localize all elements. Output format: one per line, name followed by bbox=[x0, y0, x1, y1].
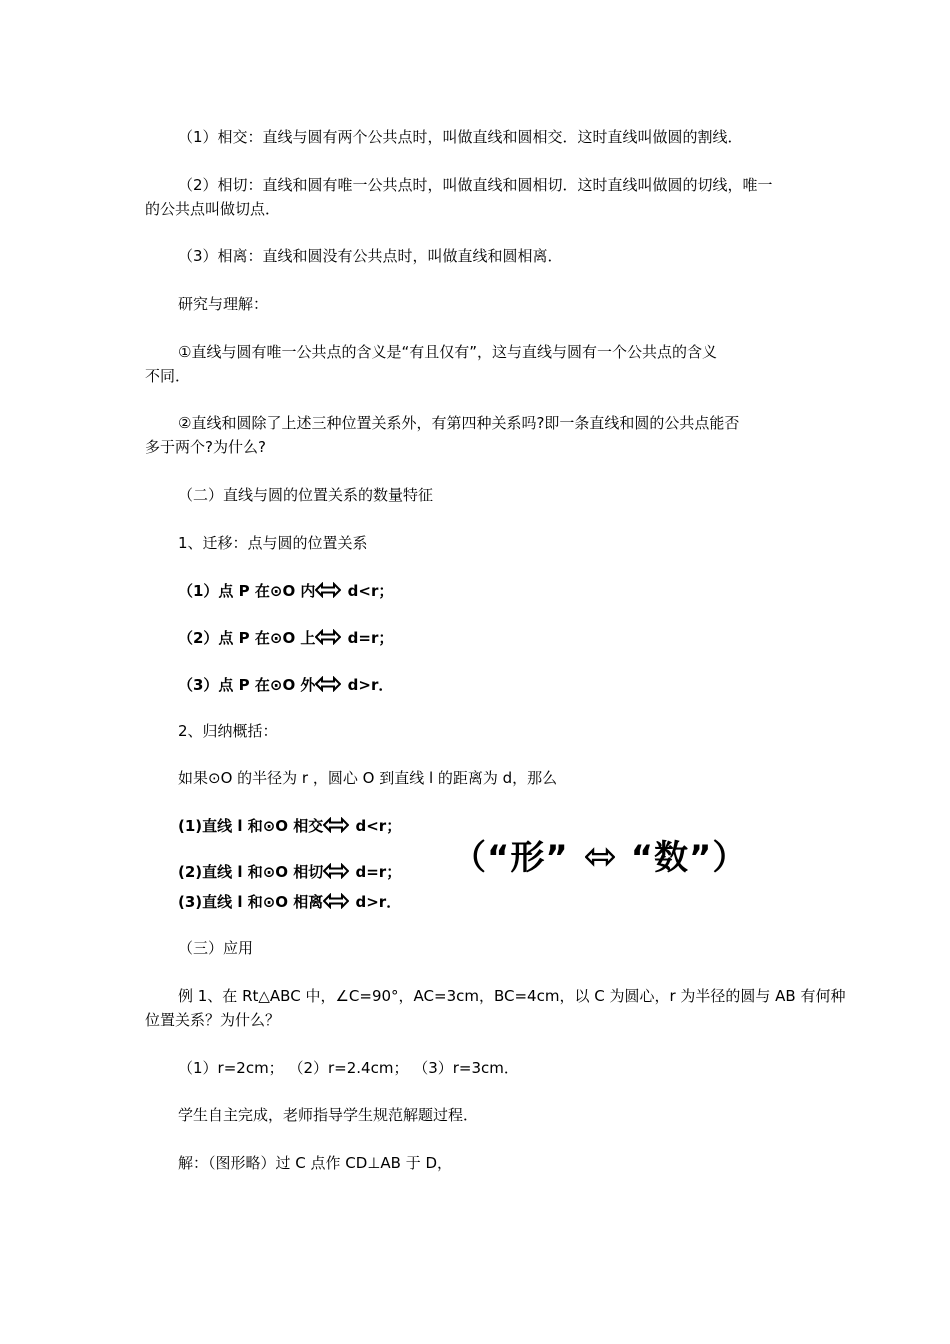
relation-condition: d<r； bbox=[342, 582, 394, 600]
paragraph-note-2-cont: 多于两个?为什么? bbox=[145, 438, 266, 456]
line-relation-intersect bbox=[178, 814, 401, 838]
example-1-cont: 位置关系？为什么？ bbox=[145, 1011, 281, 1029]
shape-label: （“形” bbox=[452, 838, 569, 878]
relation-label: (3)直线 l 和⊙O 相离 bbox=[178, 893, 324, 911]
section-heading-3: （三）应用 bbox=[178, 939, 254, 957]
iff-arrow-icon bbox=[315, 629, 341, 645]
iff-arrow-icon bbox=[323, 817, 349, 833]
line-relation-tangent bbox=[178, 860, 401, 884]
relation-label: （3）点 P 在⊙O 外 bbox=[178, 676, 316, 694]
point-relation-inside bbox=[178, 579, 393, 603]
iff-arrow-icon bbox=[315, 582, 341, 598]
point-relation-outside bbox=[178, 673, 393, 697]
iff-arrow-icon bbox=[585, 847, 615, 867]
teaching-note: 学生自主完成，老师指导学生规范解题过程． bbox=[178, 1106, 479, 1124]
example-cases: （1）r=2cm； （2）r=2.4cm； （3）r=3cm． bbox=[178, 1059, 519, 1077]
paragraph-intersect: （1）相交：直线与圆有两个公共点时，叫做直线和圆相交．这时直线叫做圆的割线． bbox=[178, 128, 743, 146]
relation-label: （2）点 P 在⊙O 上 bbox=[178, 629, 316, 647]
subheading-summary: 2、归纳概括： bbox=[178, 722, 278, 740]
iff-arrow-icon bbox=[315, 676, 341, 692]
paragraph-separate: （3）相离：直线和圆没有公共点时，叫做直线和圆相离． bbox=[178, 247, 563, 265]
line-relation-separate bbox=[178, 890, 401, 914]
iff-arrow-icon bbox=[323, 893, 349, 909]
relation-label: (1)直线 l 和⊙O 相交 bbox=[178, 817, 324, 835]
subheading-transfer: 1、迁移：点与圆的位置关系 bbox=[178, 534, 368, 552]
relation-label: (2)直线 l 和⊙O 相切 bbox=[178, 863, 324, 881]
paragraph-note-2: ②直线和圆除了上述三种位置关系外，有第四种关系吗?即一条直线和圆的公共点能否 bbox=[178, 414, 740, 432]
relation-condition: d<r； bbox=[350, 817, 402, 835]
solution-start: 解：（图形略）过 C 点作 CD⊥AB 于 D， bbox=[178, 1154, 453, 1172]
heading-study: 研究与理解： bbox=[178, 295, 269, 313]
paragraph-tangent: （2）相切：直线和圆有唯一公共点时，叫做直线和圆相切．这时直线叫做圆的切线，唯一 bbox=[178, 176, 773, 194]
iff-arrow-icon bbox=[323, 863, 349, 879]
relation-condition: d=r； bbox=[350, 863, 402, 881]
point-relation-on bbox=[178, 626, 393, 650]
relation-condition: d>r． bbox=[342, 676, 394, 694]
section-heading-2: （二）直线与圆的位置关系的数量特征 bbox=[178, 486, 434, 504]
paragraph-note-1-cont: 不同． bbox=[145, 367, 191, 385]
shape-number-correspondence bbox=[452, 836, 747, 880]
example-1: 例 1、在 Rt△ABC 中，∠C=90°，AC=3cm，BC=4cm，以 C 为圆心，r 为半径的圆与 AB 有何种 bbox=[178, 987, 846, 1005]
relation-condition: d=r； bbox=[342, 629, 394, 647]
paragraph-tangent-cont: 的公共点叫做切点． bbox=[145, 200, 281, 218]
relation-condition: d>r． bbox=[350, 893, 402, 911]
relation-label: （1）点 P 在⊙O 内 bbox=[178, 582, 316, 600]
number-label: “数”） bbox=[630, 838, 748, 878]
paragraph-note-1: ①直线与圆有唯一公共点的含义是“有且仅有”，这与直线与圆有一个公共点的含义 bbox=[178, 343, 717, 361]
summary-intro: 如果⊙O 的半径为 r ，圆心 O 到直线 l 的距离为 d，那么 bbox=[178, 769, 558, 787]
